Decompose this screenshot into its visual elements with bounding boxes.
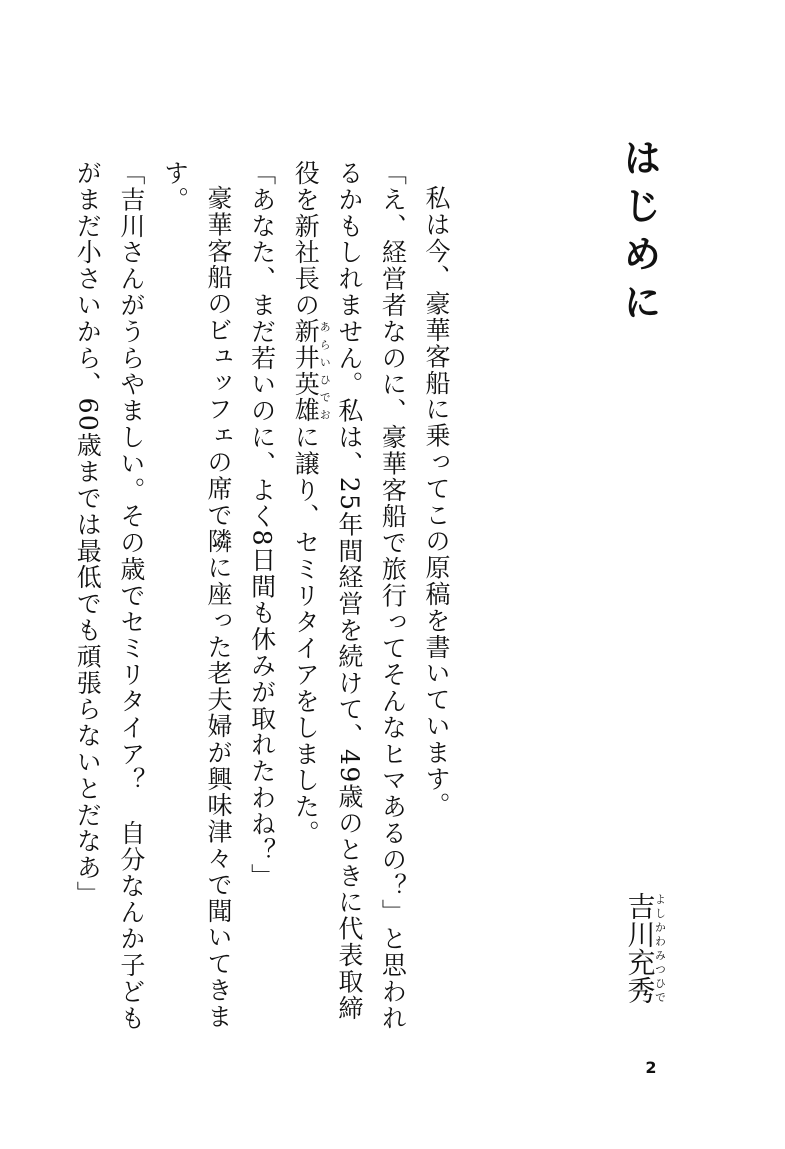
- author-name: [614, 892, 666, 1042]
- paragraph-4: 豪華客船のビュッフェの席で隣に座った老夫婦が興味津々で聞いてきます。: [160, 160, 234, 1030]
- paragraph-2-text-after: に譲り、セミリタイアをしました。: [291, 424, 321, 847]
- ruby-reading-arai-hideo: あらいひでお: [318, 318, 332, 425]
- paragraph-2-text: 「え、経営者なのに、豪華客船で旅行ってそんなヒマあるの？」と思われるかもしれません。私は、25年間経営を続けて、49歳のときに代表取締役を新社長の: [291, 160, 408, 1032]
- page-title: はじめに: [617, 138, 661, 330]
- author-name-part1: 吉川: [623, 892, 657, 948]
- author-name-part2: 充秀: [623, 948, 657, 1004]
- paragraph-5: 「吉川さんがうらやましい。その歳でセミリタイア？ 自分なんか子どもがまだ小さいから、60歳までは最低でも頑張らないとだなあ」: [73, 160, 146, 1032]
- paragraph-2: [284, 160, 415, 1040]
- author-reading-part2: みつひで: [653, 948, 667, 1004]
- page-number: 2: [645, 1058, 657, 1077]
- ruby-base-arai-hideo: 新井英雄: [291, 318, 321, 425]
- author-reading-part1: よしかわ: [653, 892, 667, 948]
- paragraph-1: 私は今、豪華客船に乗ってこの原稿を書いています。: [422, 185, 451, 819]
- body-text: [73, 160, 458, 1040]
- paragraph-3: 「あなた、まだ若いのに、よく8日間も休みが取れたわね？」: [247, 160, 277, 891]
